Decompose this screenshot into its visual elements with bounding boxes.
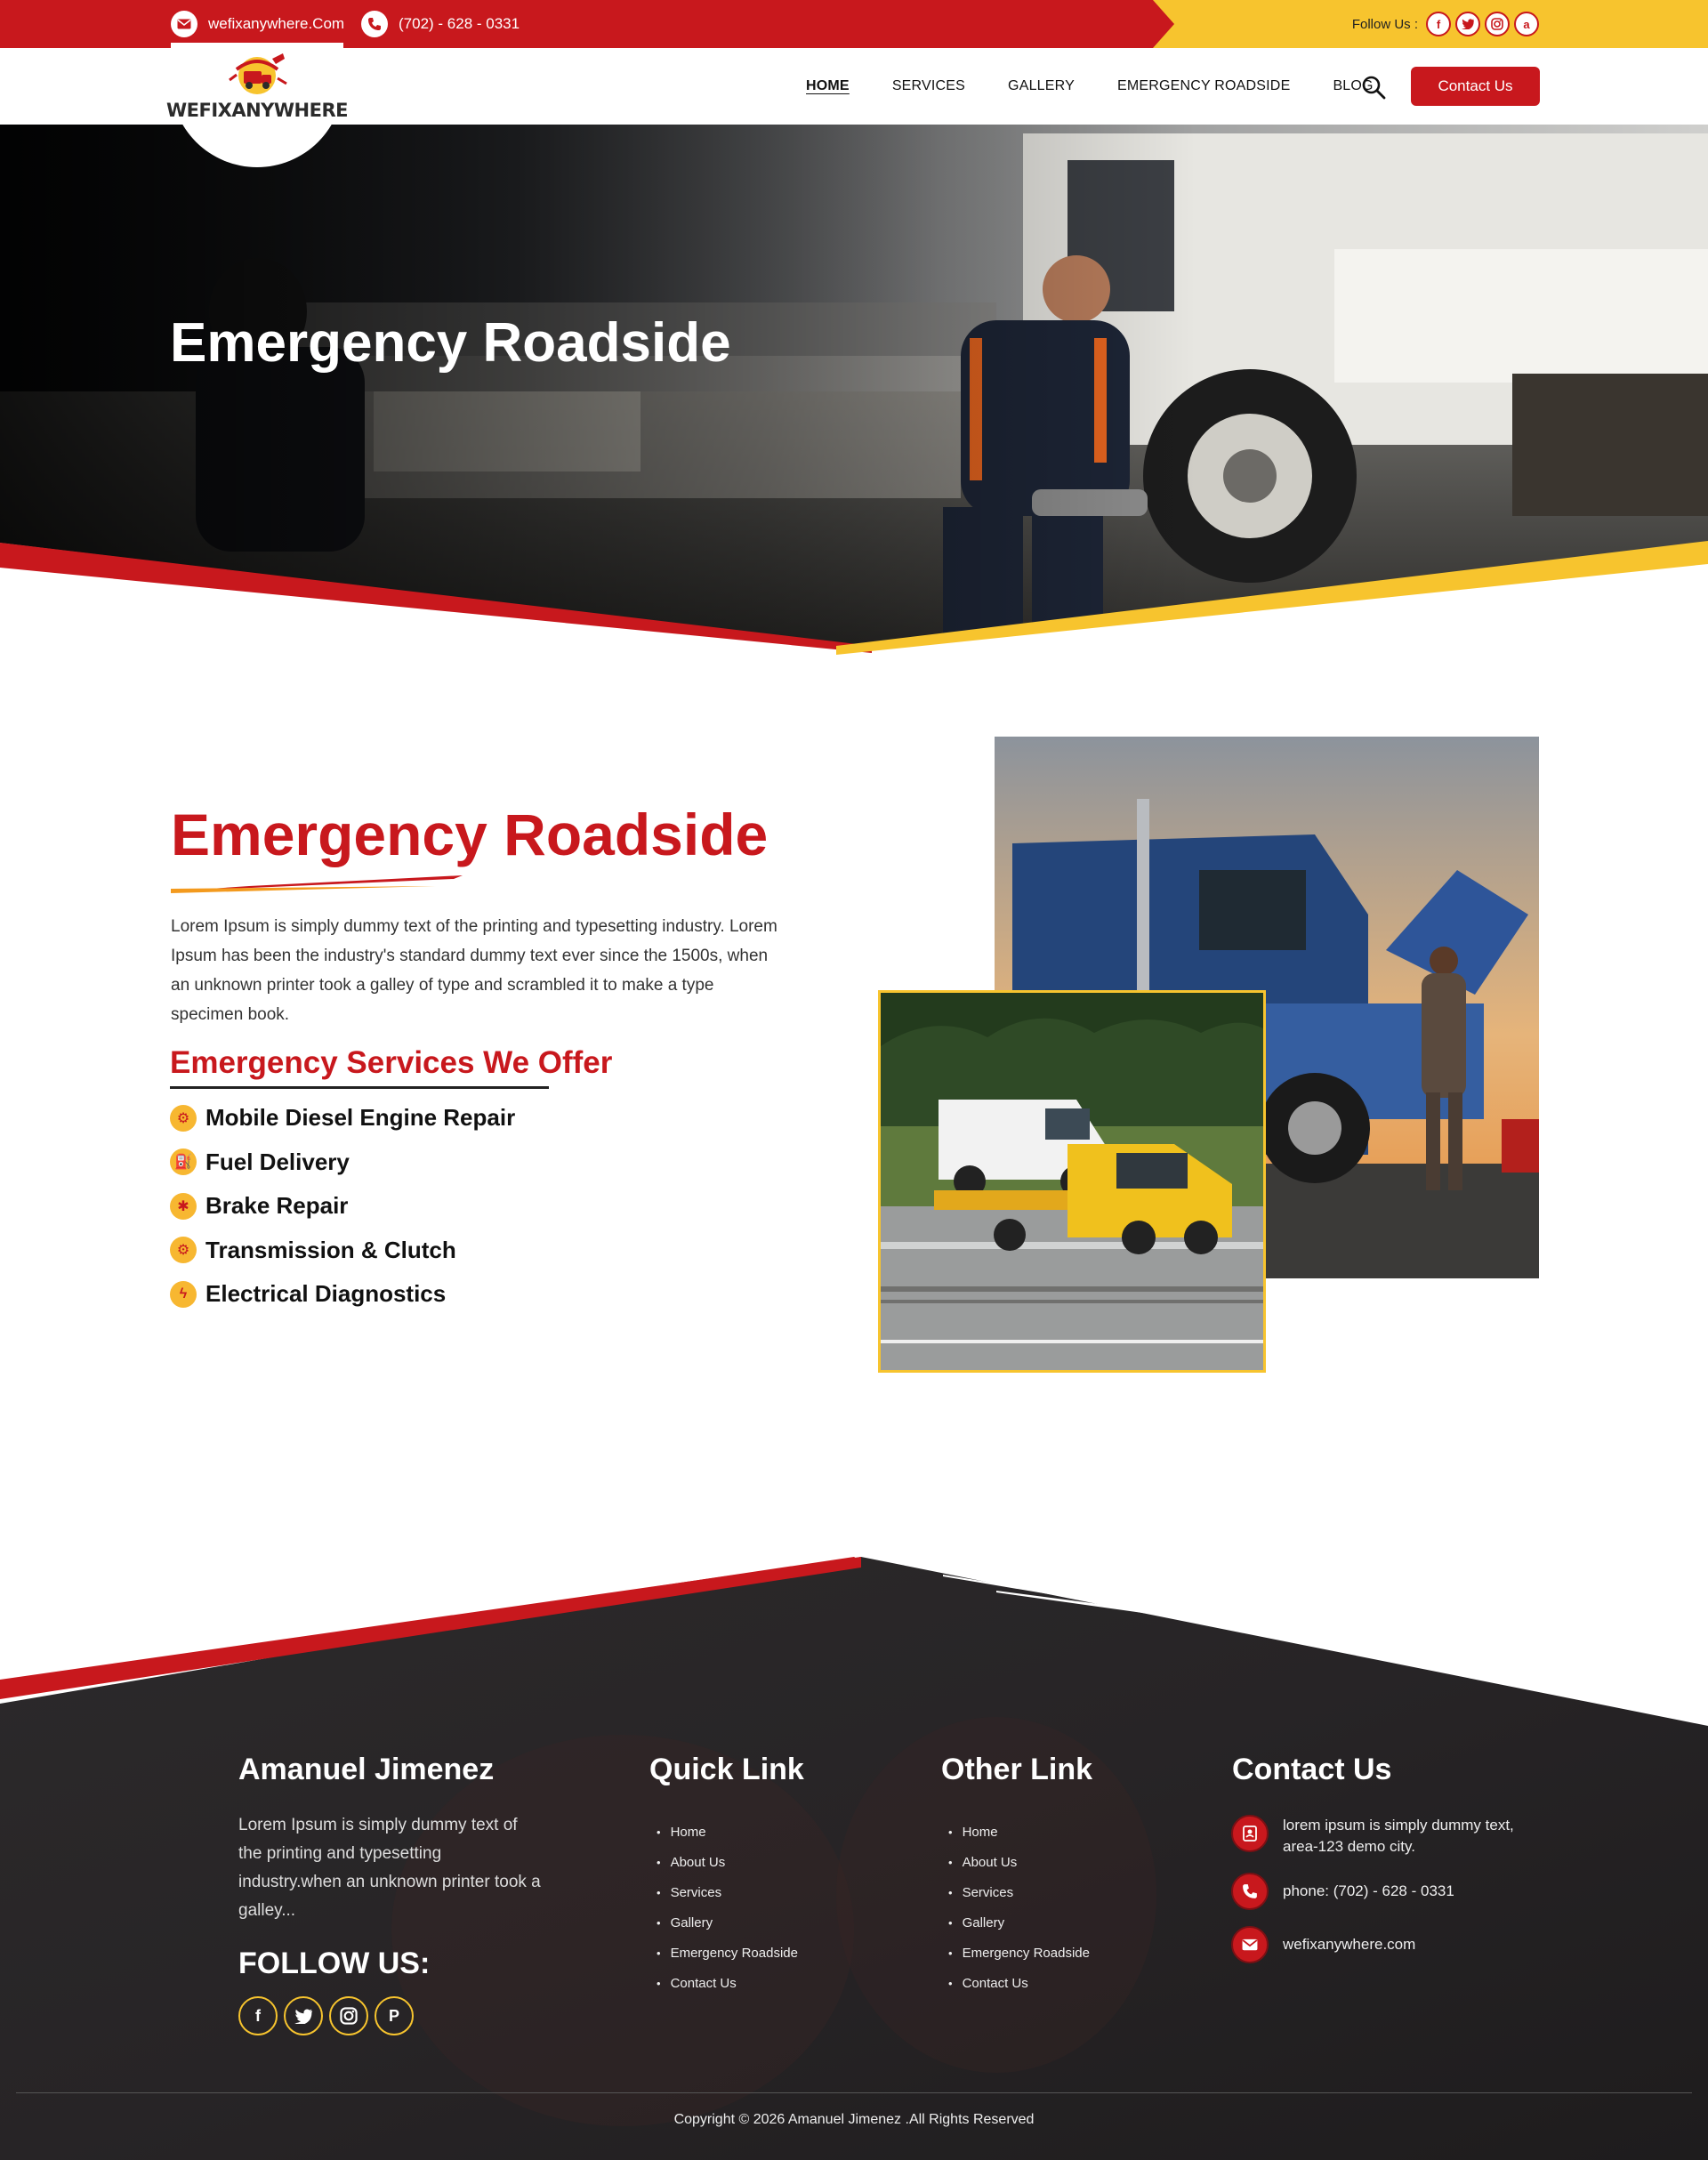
nav-services[interactable]: SERVICES <box>891 78 966 93</box>
facebook-icon[interactable]: f <box>1426 12 1451 36</box>
footer-email[interactable] <box>1231 1926 1415 1963</box>
footer-phone-text: phone: (702) - 628 - 0331 <box>1283 1882 1454 1899</box>
service-label: Fuel Delivery <box>205 1148 350 1175</box>
amazon-icon[interactable]: a <box>1514 12 1539 36</box>
footer-link-home[interactable]: • Home <box>948 1817 1090 1847</box>
hero-mechanic-truck-image <box>0 125 1708 649</box>
brake-icon: ✱ <box>170 1193 197 1220</box>
top-follow <box>1352 0 1539 48</box>
top-bar <box>0 0 1708 48</box>
intro-paragraph: Lorem Ipsum is simply dummy text of the printing and typesetting industry. Lorem Ipsum has been the industry's standard dummy text ever since the 1500s, when an unknown printer took a galley of type and scrambled it to make a type specimen book. <box>171 917 777 1024</box>
gear-icon: ⚙ <box>170 1237 197 1263</box>
footer-link-gallery[interactable]: • Gallery <box>948 1907 1090 1938</box>
primary-menu <box>806 48 1416 125</box>
footer-email-text: wefixanywhere.com <box>1283 1936 1416 1953</box>
footer-link-services[interactable]: • Services <box>657 1877 798 1907</box>
service-label: Mobile Diesel Engine Repair <box>205 1104 516 1132</box>
footer-link-about[interactable]: • About Us <box>948 1847 1090 1877</box>
tow-truck-photo <box>878 990 1266 1373</box>
services-list <box>170 1096 515 1317</box>
copyright: Copyright © 2026 Amanuel Jimenez .All Rights Reserved <box>673 2112 1035 2127</box>
footer-link-about[interactable]: • About Us <box>657 1847 798 1877</box>
list-item <box>170 1272 515 1317</box>
footer-address-text: lorem ipsum is simply dummy text, area-123 demo city. <box>1283 1817 1514 1855</box>
footer-quick-links <box>657 1817 798 1998</box>
list-item <box>170 1229 515 1273</box>
facebook-icon[interactable]: f <box>238 1996 278 2035</box>
instagram-icon[interactable] <box>1485 12 1510 36</box>
footer-address <box>1231 1815 1514 1858</box>
twitter-icon[interactable] <box>1455 12 1480 36</box>
engine-icon: ⚙ <box>170 1105 197 1132</box>
footer-other-title: Other Link <box>941 1753 1093 1786</box>
contact-us-button[interactable]: Contact Us <box>1411 67 1540 106</box>
top-phone[interactable] <box>361 0 520 48</box>
footer-quick-title: Quick Link <box>649 1753 804 1786</box>
twitter-icon[interactable] <box>284 1996 323 2035</box>
service-label: Electrical Diagnostics <box>205 1280 447 1308</box>
hero-title: Emergency Roadside <box>170 312 731 374</box>
pinterest-icon[interactable]: P <box>375 1996 414 2035</box>
nav-gallery[interactable]: GALLERY <box>1008 78 1075 93</box>
mail-icon <box>171 11 197 37</box>
footer-link-gallery[interactable]: • Gallery <box>657 1907 798 1938</box>
search-icon[interactable] <box>1361 75 1386 100</box>
footer-link-emergency[interactable]: • Emergency Roadside <box>948 1938 1090 1968</box>
service-label: Brake Repair <box>205 1192 349 1220</box>
services-heading: Emergency Services We Offer <box>170 1045 613 1080</box>
footer-link-services[interactable]: • Services <box>948 1877 1090 1907</box>
footer-follow-title: FOLLOW US: <box>238 1946 431 1980</box>
footer-link-contact[interactable]: • Contact Us <box>948 1968 1090 1998</box>
top-phone-text: (702) - 628 - 0331 <box>399 15 520 32</box>
footer-link-home[interactable]: • Home <box>657 1817 798 1847</box>
list-item <box>170 1140 515 1185</box>
truck-logo-icon <box>224 52 290 98</box>
title-swoosh-decoration <box>169 874 463 895</box>
footer-contact-title: Contact Us <box>1232 1753 1392 1786</box>
footer-phone[interactable] <box>1231 1873 1454 1910</box>
list-item <box>170 1096 515 1140</box>
instagram-icon[interactable] <box>329 1996 368 2035</box>
address-book-icon <box>1231 1815 1269 1852</box>
nav-home[interactable]: HOME <box>806 78 850 93</box>
electrical-icon: ϟ <box>170 1281 197 1308</box>
nav-emergency-roadside[interactable]: EMERGENCY ROADSIDE <box>1116 78 1291 93</box>
footer-social <box>238 1996 420 2035</box>
hero-banner <box>0 125 1708 649</box>
brand-name: WEFIXANYWHERE <box>166 100 348 121</box>
footer-divider <box>16 2092 1692 2093</box>
fuel-icon: ⛽ <box>170 1149 197 1175</box>
footer-link-contact[interactable]: • Contact Us <box>657 1968 798 1998</box>
phone-icon <box>361 11 388 37</box>
phone-icon <box>1231 1873 1269 1910</box>
footer-about-text: Lorem Ipsum is simply dummy text of the printing and typesetting industry.when an unknown printer took a galley... <box>238 1816 541 1920</box>
section-title: Emergency Roadside <box>171 802 769 867</box>
service-label: Transmission & Clutch <box>205 1236 456 1263</box>
list-item <box>170 1184 515 1229</box>
footer-link-emergency[interactable]: • Emergency Roadside <box>657 1938 798 1968</box>
top-email[interactable] <box>171 0 344 48</box>
nav-blog[interactable]: BLOG <box>1333 78 1374 93</box>
footer-other-links <box>948 1817 1090 1998</box>
top-email-text: wefixanywhere.Com <box>208 15 345 32</box>
services-underline <box>170 1086 549 1089</box>
mail-icon <box>1231 1926 1269 1963</box>
footer-about-title: Amanuel Jimenez <box>238 1753 495 1786</box>
follow-label: Follow Us : <box>1351 16 1418 32</box>
